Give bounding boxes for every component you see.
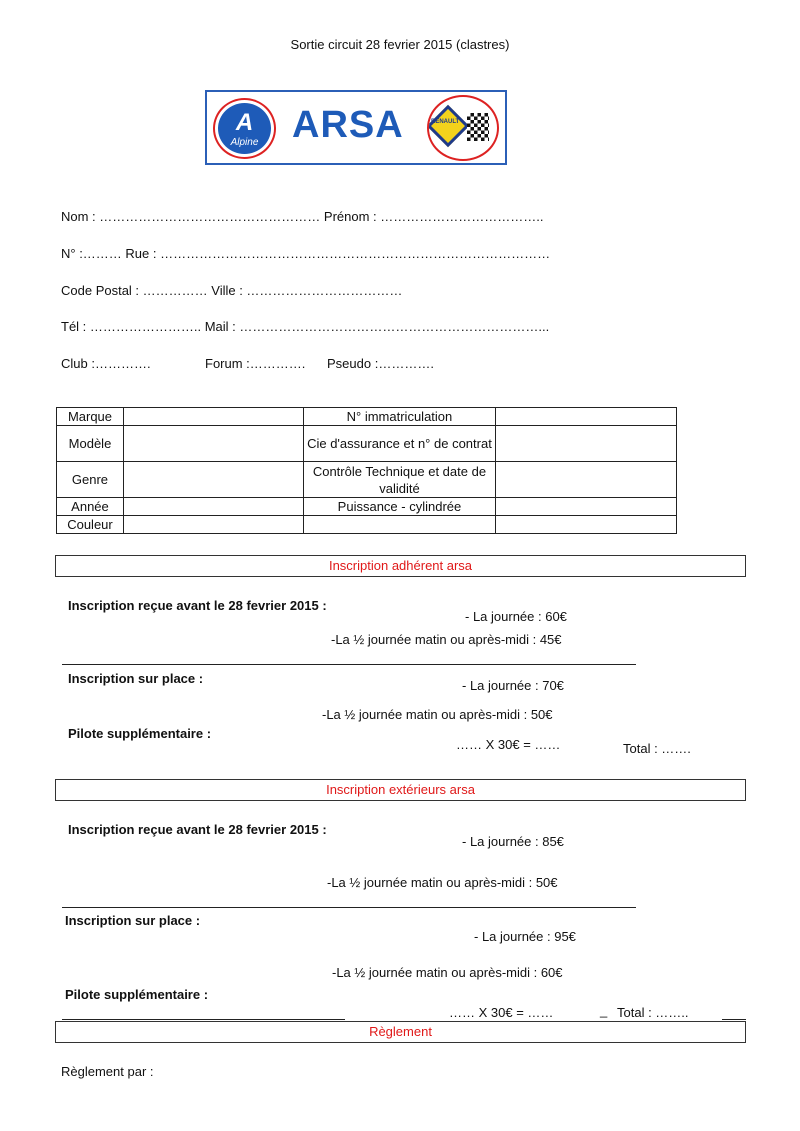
exterieur-total[interactable]: Total : …….. [617,1005,689,1020]
renault-text: RENAULT [431,119,460,125]
adherent-total[interactable]: Total : ……. [623,741,691,756]
table-input-cell[interactable] [496,516,677,534]
adherent-place-journee: - La journée : 70€ [462,678,564,693]
table-input-cell[interactable] [496,498,677,516]
table-input-cell[interactable] [123,498,303,516]
table-cell: Couleur [57,516,124,534]
exterieur-place-demi: -La ½ journée matin ou après-midi : 60€ [332,965,563,980]
exterieur-avant-demi: -La ½ journée matin ou après-midi : 50€ [327,875,558,890]
reglement-par-field[interactable]: Règlement par : [61,1064,154,1079]
table-row [57,498,677,516]
table-row [57,516,677,534]
table-cell: Cie d'assurance et n° de contrat [303,426,496,462]
pseudo-field[interactable]: Pseudo :…………. [327,356,434,371]
exterieur-pilote-label: Pilote supplémentaire : [65,987,209,1002]
table-input-cell[interactable] [123,408,303,426]
adherent-avant-journee: - La journée : 60€ [465,609,567,624]
exterieur-place-journee: - La journée : 95€ [474,929,576,944]
table-cell: N° immatriculation [303,408,496,426]
forum-field[interactable]: Forum :…………. [205,356,306,371]
divider [62,664,636,665]
table-input-cell[interactable] [123,426,303,462]
exterieur-place-label: Inscription sur place : [65,913,201,928]
exterieur-avant-label: Inscription reçue avant le 28 fevrier 2015 : [68,822,327,837]
nom-prenom-field[interactable]: Nom : …………………………………………… Prénom : ……………………………….. [61,209,544,224]
table-input-cell[interactable] [496,426,677,462]
table-cell: Genre [57,462,124,498]
table-input-cell[interactable] [496,408,677,426]
exterieur-avant-journee: - La journée : 85€ [462,834,564,849]
table-cell: Marque [57,408,124,426]
renault-checkered-logo [427,95,499,161]
table-cell: Contrôle Technique et date de validité [303,462,496,498]
adherent-avant-demi: -La ½ journée matin ou après-midi : 45€ [331,632,562,647]
table-input-cell[interactable] [123,516,303,534]
divider [722,1019,746,1020]
table-input-cell[interactable] [496,462,677,498]
adherent-avant-label: Inscription reçue avant le 28 fevrier 2015 : [68,598,327,613]
tel-mail-field[interactable]: Tél : …………………….. Mail : ……………………………………………………………... [61,319,550,334]
arsa-logo [205,90,507,165]
table-input-cell[interactable] [123,462,303,498]
alpine-logo [213,98,276,159]
alpine-letter: A [235,109,254,136]
club-field[interactable]: Club :…………. [61,356,151,371]
exterieur-underscore: _ [600,1003,608,1018]
document-title: Sortie circuit 28 fevrier 2015 (clastres) [290,37,510,52]
adherent-pilote-calc[interactable]: …… X 30€ = …… [456,737,561,752]
alpine-text: Alpine [230,137,259,148]
exterieur-pilote-calc[interactable]: …… X 30€ = …… [449,1005,554,1020]
checkered-flag-icon [467,113,489,141]
table-row [57,426,677,462]
divider [62,1019,345,1020]
exterieur-section-bar: Inscription extérieurs arsa [55,779,746,801]
adherent-place-demi: -La ½ journée matin ou après-midi : 50€ [322,707,553,722]
code-postal-ville-field[interactable]: Code Postal : …………… Ville : ……………………………… [61,283,403,298]
vehicle-table [56,407,677,534]
adherent-pilote-label: Pilote supplémentaire : [68,726,212,741]
adherent-section-bar: Inscription adhérent arsa [55,555,746,577]
table-row [57,408,677,426]
renault-diamond-icon [427,105,469,147]
table-cell [303,516,496,534]
adresse-field[interactable]: N° :……… Rue : ……………………………………………………………………………… [61,246,551,261]
arsa-wordmark: ARSA [292,104,404,146]
adherent-place-label: Inscription sur place : [68,671,204,686]
table-cell: Puissance - cylindrée [303,498,496,516]
table-cell: Année [57,498,124,516]
reglement-section-bar: Règlement [55,1021,746,1043]
table-row [57,462,677,498]
table-cell: Modèle [57,426,124,462]
divider [62,907,636,908]
